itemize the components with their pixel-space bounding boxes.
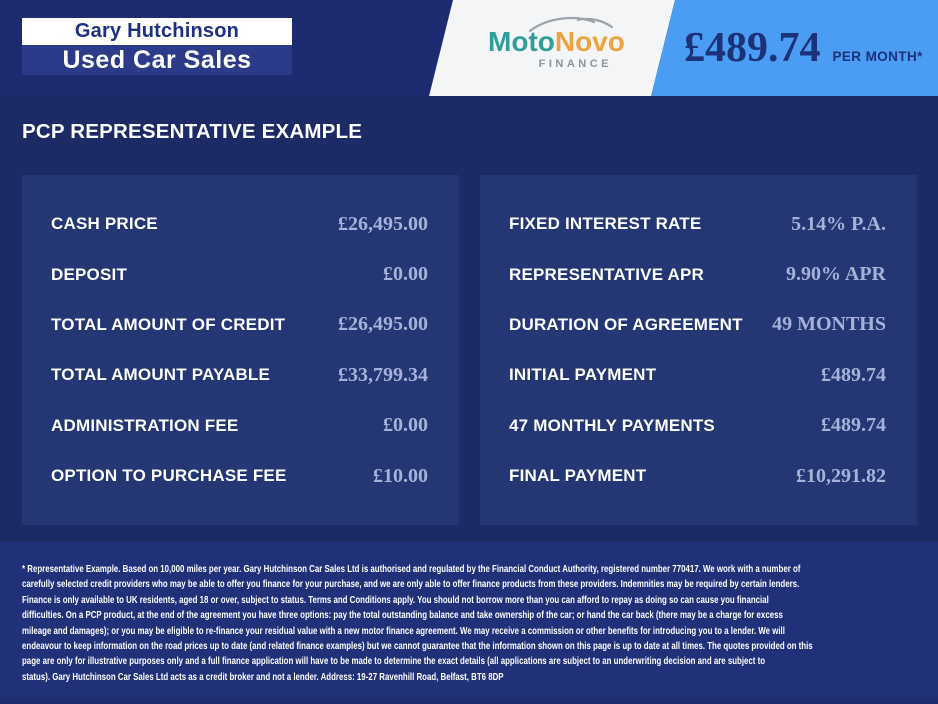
table-row (509, 199, 886, 249)
finance-row-label: 47 MONTHLY PAYMENTS (509, 415, 715, 435)
finance-row-value: £10,291.82 (796, 464, 886, 487)
dealer-logo-tagline: Used Car Sales (22, 45, 292, 75)
monthly-price-suffix: PER MONTH* (832, 49, 923, 64)
monthly-price-inner (684, 24, 923, 72)
motonovo-moto-text: Moto (488, 26, 555, 57)
disclaimer-line: page are only for illustrative purposes only and a full finance application will have to be made to determine the exact details (all applications are subject to an underwriting decision and are subject to (22, 655, 766, 668)
car-swoosh-icon (526, 14, 616, 34)
table-row (51, 249, 428, 299)
table-row (51, 401, 428, 451)
finance-row-label: ADMINISTRATION FEE (51, 415, 239, 435)
finance-row-value: 9.90% APR (786, 263, 886, 286)
finance-row-value: £26,495.00 (338, 212, 428, 235)
finance-row-label: FINAL PAYMENT (509, 466, 647, 486)
monthly-price (684, 0, 923, 96)
disclaimer-line: difficulties. On a PCP product, at the end of the agreement you have three options: pay the total outstanding balance and take ownership of the car; or hand the car back (there may be a charge for excess (22, 609, 783, 622)
table-row (509, 300, 886, 350)
disclaimer-footer (0, 542, 938, 704)
table-row (509, 451, 886, 501)
finance-row-label: DURATION OF AGREEMENT (509, 314, 743, 334)
monthly-price-amount: £489.74 (684, 25, 821, 71)
finance-row-value: £10.00 (373, 464, 428, 487)
disclaimer-line: * Representative Example. Based on 10,000 miles per year. Gary Hutchinson Car Sales Ltd is authorised and regulated by the Financial Conduct Authority, registered number 770417. We work with a number of (22, 563, 801, 575)
disclaimer-line: status). Gary Hutchinson Car Sales Ltd acts as a credit broker and not a lender. Address: 19-27 Ravenhill Road, Belfast, BT6 8DP (22, 670, 504, 683)
finance-row-value: £489.74 (821, 363, 886, 386)
finance-row-label: FIXED INTEREST RATE (509, 214, 702, 234)
finance-row-value: £0.00 (383, 263, 428, 286)
bottom-divider-strip (0, 697, 938, 704)
finance-row-label: REPRESENTATIVE APR (509, 264, 705, 284)
disclaimer-line: Finance is only available to UK residents, aged 18 or over, subject to status. Terms and Conditions apply. You should not borrow more than you can afford to repay as doing so can cause you financial (22, 593, 769, 606)
dealer-logo (22, 18, 292, 75)
page-title: PCP REPRESENTATIVE EXAMPLE (22, 120, 363, 143)
finance-row-value: £26,495.00 (338, 313, 428, 336)
table-row (51, 300, 428, 350)
finance-panel-right (480, 175, 917, 525)
finance-row-label: DEPOSIT (51, 264, 128, 284)
finance-row-label: TOTAL AMOUNT PAYABLE (51, 365, 271, 385)
finance-row-value: £33,799.34 (338, 363, 428, 386)
finance-row-label: TOTAL AMOUNT OF CREDIT (51, 314, 286, 334)
motonovo-finance-text: FINANCE (538, 58, 612, 70)
motonovo-finance-logo (488, 26, 625, 70)
disclaimer-line: carefully selected credit providers who may be able to offer you finance for your purchase, and we are only able to offer finance products from these providers. Indemnities may be required by certain lenders. (22, 578, 800, 591)
header-banner (0, 0, 938, 96)
table-row (51, 199, 428, 249)
finance-row-value: 49 MONTHS (772, 313, 886, 336)
table-row (509, 350, 886, 400)
dealer-logo-name: Gary Hutchinson (22, 18, 292, 45)
disclaimer-text (22, 562, 937, 685)
table-row (509, 249, 886, 299)
disclaimer-line: endeavour to keep information on the road prices up to date (and related finance examples) but we cannot guarantee that the information shown on this page is up to date at all times. The quotes provided on this (22, 640, 813, 653)
table-row (509, 401, 886, 451)
finance-row-value: 5.14% P.A. (791, 212, 886, 235)
table-row (51, 451, 428, 501)
finance-row-value: £489.74 (821, 414, 886, 437)
finance-panel-left (22, 175, 459, 525)
table-row (51, 350, 428, 400)
finance-row-label: CASH PRICE (51, 214, 158, 234)
finance-row-label: OPTION TO PURCHASE FEE (51, 466, 287, 486)
disclaimer-line: mileage and damages); or you may be eligible to re-finance your residual value with a new motor finance agreement. We may receive a commission or other benefits for introducing you to a lender. We will (22, 624, 785, 637)
finance-row-value: £0.00 (383, 414, 428, 437)
motonovo-novo-text: Novo (554, 26, 625, 57)
finance-row-label: INITIAL PAYMENT (509, 365, 657, 385)
